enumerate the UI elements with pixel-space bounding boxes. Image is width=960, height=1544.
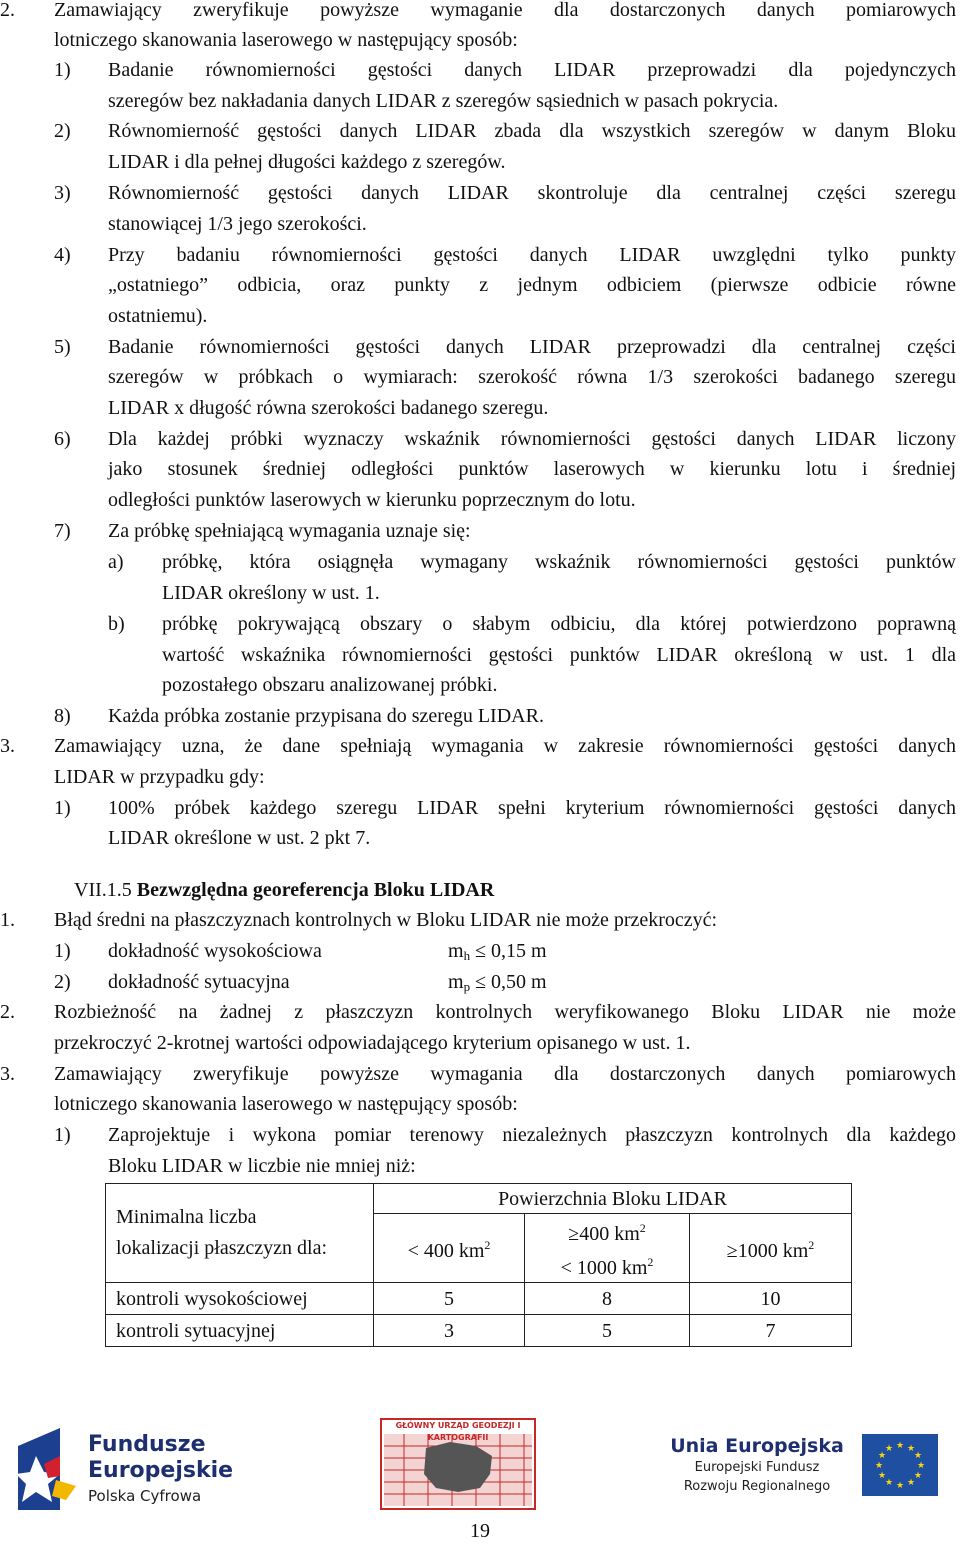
paragraph-line: Rozbieżność na żadnej z płaszczyzn kontrolnych weryfikowanego Bloku LIDAR nie może [54, 1001, 956, 1023]
paragraph-line: przekroczyć 2-krotnej wartości odpowiadającego kryterium opisanego w ust. 1. [54, 1032, 691, 1054]
item-line: „ostatniego” odbicia, oraz punkty z jednym odbiciem (pierwsze odbicie równe [108, 274, 956, 296]
item-number: 5) [54, 336, 71, 358]
item-number: 2) [54, 971, 71, 993]
paragraph-line: Zamawiający zweryfikuje powyższe wymaganie dla dostarczonych danych pomiarowych [54, 0, 956, 21]
table-row [106, 1283, 852, 1315]
ue-subtitle-2: Rozwoju Regionalnego [683, 1479, 831, 1494]
section-heading [74, 875, 494, 905]
table-cell: 5 [374, 1283, 525, 1315]
heading-number: VII.1.5 [74, 879, 137, 901]
svg-text:★: ★ [913, 1471, 923, 1481]
item-line: LIDAR x długość równa szerokości badanego szeregu. [108, 397, 549, 419]
table-group-header: Powierzchnia Bloku LIDAR [374, 1184, 852, 1214]
paragraph-line: Zamawiający zweryfikuje powyższe wymagania dla dostarczonych danych pomiarowych [54, 1063, 956, 1085]
section-number: 2. [0, 0, 15, 21]
item-number: 1) [54, 940, 71, 962]
item-line: szeregów bez nakładania danych LIDAR z szeregów sąsiednich w pasach pokrycia. [108, 90, 779, 112]
svg-text:★: ★ [895, 1441, 905, 1451]
table-cell: kontroli wysokościowej [106, 1283, 374, 1315]
subitem-letter: b) [108, 613, 125, 635]
item-number: 1) [54, 1124, 71, 1146]
item-line: Przy badaniu równomierności gęstości danych LIDAR uwzględni tylko punkty [108, 244, 956, 266]
svg-text:★: ★ [895, 1481, 905, 1491]
item-line: Bloku LIDAR w liczbie nie mniej niż: [108, 1155, 416, 1177]
accuracy-value: $m_p \le 0,50$ m [448, 971, 547, 994]
item-line: ostatniemu). [108, 305, 208, 327]
accuracy-value: $m_h \le 0,15$ m [448, 940, 547, 963]
table-cell: 10 [690, 1283, 852, 1315]
svg-text:★: ★ [913, 1451, 923, 1461]
item-number: 6) [54, 428, 71, 450]
item-line: Dla każdej próbki wyznaczy wskaźnik równomierności gęstości danych LIDAR liczony [108, 428, 956, 450]
subitem-line: próbkę pokrywającą obszary o słabym odbiciu, dla której potwierdzono poprawną [162, 613, 956, 635]
fe-title-1: Fundusze [88, 1432, 206, 1457]
paragraph-line: LIDAR w przypadku gdy: [54, 766, 265, 788]
section-number: 1. [0, 909, 15, 931]
svg-text:★: ★ [906, 1444, 916, 1454]
item-number: 8) [54, 705, 71, 727]
item-line: Badanie równomierności gęstości danych LIDAR przeprowadzi dla pojedynczych [108, 59, 956, 81]
item-line: odległości punktów laserowych w kierunku poprzecznym do lotu. [108, 489, 636, 511]
fe-star-icon [14, 1416, 94, 1516]
paragraph-line: Zamawiający uzna, że dane spełniają wymagania w zakresie równomierności gęstości danych [54, 735, 956, 757]
table-col-header: ≥400 $km^2$ < 1000 $km^2$ [525, 1214, 690, 1283]
item-line: Za próbkę spełniającą wymagania uznaje się: [108, 520, 471, 542]
table-cell: 5 [525, 1315, 690, 1347]
svg-text:★: ★ [884, 1478, 894, 1488]
page-number: 19 [470, 1520, 490, 1542]
section-number: 3. [0, 1063, 15, 1085]
ue-title: Unia Europejska [670, 1435, 844, 1457]
item-line: 100% próbek każdego szeregu LIDAR spełni kryterium równomierności gęstości danych [108, 797, 956, 819]
item-line: Równomierność gęstości danych LIDAR skontroluje dla centralnej części szeregu [108, 182, 956, 204]
item-line: Zaprojektuje i wykona pomiar terenowy niezależnych płaszczyzn kontrolnych dla każdego [108, 1124, 956, 1146]
svg-text:★: ★ [877, 1471, 887, 1481]
item-number: 4) [54, 244, 71, 266]
item-line: Badanie równomierności gęstości danych LIDAR przeprowadzi dla centralnej części [108, 336, 956, 358]
table-cell: kontroli sytuacyjnej [106, 1315, 374, 1347]
subitem-line: pozostałego obszaru analizowanej próbki. [162, 674, 498, 696]
fe-title-2: Europejskie [88, 1458, 234, 1483]
unia-europejska-logo [664, 1432, 944, 1502]
svg-text:★: ★ [874, 1461, 884, 1471]
section-number: 2. [0, 1001, 15, 1023]
paragraph-line: lotniczego skanowania laserowego w następujący sposób: [54, 29, 518, 51]
item-line: Każda próbka zostanie przypisana do szeregu LIDAR. [108, 705, 544, 727]
item-number: 2) [54, 120, 71, 142]
item-number: 1) [54, 797, 71, 819]
item-line: stanowiącej 1/3 jego szerokości. [108, 213, 367, 235]
item-number: 7) [54, 520, 71, 542]
item-line: jako stosunek średniej odległości punktów laserowych w kierunku lotu i średniej [108, 458, 956, 480]
svg-text:★: ★ [877, 1451, 887, 1461]
item-line: LIDAR i dla pełnej długości każdego z szeregów. [108, 151, 506, 173]
ue-subtitle-1: Europejski Fundusz [694, 1460, 820, 1475]
subitem-line: wartość wskaźnika równomierności gęstości punktów LIDAR określoną w ust. 1 dla [162, 644, 956, 666]
paragraph-line: lotniczego skanowania laserowego w następujący sposób: [54, 1093, 518, 1115]
item-line: szeregów w próbkach o wymiarach: szerokość równa 1/3 szerokości badanego szeregu [108, 366, 956, 388]
item-line: dokładność sytuacyjna [108, 971, 290, 993]
subitem-line: LIDAR określony w ust. 1. [162, 582, 380, 604]
section-number: 3. [0, 735, 15, 757]
subitem-line: próbkę, która osiągnęła wymagany wskaźnik równomierności gęstości punktów [162, 551, 956, 573]
eu-flag-icon [862, 1434, 938, 1496]
item-line: dokładność wysokościowa [108, 940, 322, 962]
table-cell: 8 [525, 1283, 690, 1315]
svg-text:★: ★ [916, 1461, 926, 1471]
table-col-header: < 400 $km^2$ [374, 1214, 525, 1283]
paragraph-line: Błąd średni na płaszczyznach kontrolnych w Bloku LIDAR nie może przekroczyć: [54, 909, 718, 931]
control-planes-table [105, 1183, 852, 1347]
fe-subtitle: Polska Cyfrowa [88, 1487, 202, 1505]
svg-text:★: ★ [884, 1444, 894, 1454]
item-line: LIDAR określone w ust. 2 pkt 7. [108, 827, 371, 849]
subitem-letter: a) [108, 551, 124, 573]
table-cell: 3 [374, 1315, 525, 1347]
table-col-header: ≥1000 $km^2$ [690, 1214, 852, 1283]
svg-text:★: ★ [906, 1478, 916, 1488]
table-corner-cell: Minimalna liczba lokalizacji płaszczyzn dla: [106, 1184, 374, 1283]
gugik-title: GŁÓWNY URZĄD GEODEZJI I KARTOGRAFII [395, 1421, 521, 1442]
fundusze-europejskie-logo [14, 1416, 234, 1516]
table-row [106, 1315, 852, 1347]
table-cell: 7 [690, 1315, 852, 1347]
gugik-logo [380, 1418, 536, 1510]
heading-title: Bezwzględna georeferencja Bloku LIDAR [136, 879, 495, 901]
item-number: 3) [54, 182, 71, 204]
item-number: 1) [54, 59, 71, 81]
item-line: Równomierność gęstości danych LIDAR zbada dla wszystkich szeregów w danym Bloku [108, 120, 956, 142]
